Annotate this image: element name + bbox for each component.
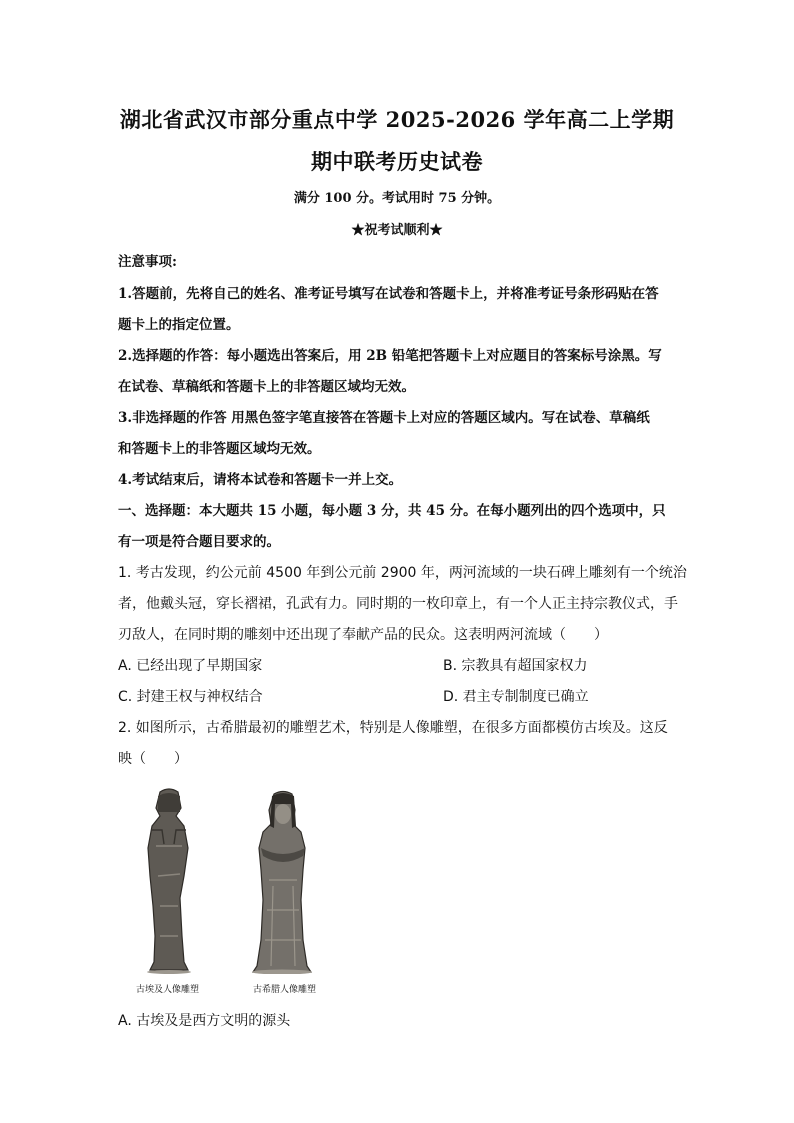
q2-option-a: A. 古埃及是西方文明的源头 xyxy=(118,1013,291,1029)
score-time-info: 满分 100 分。考试用时 75 分钟。 xyxy=(293,191,501,206)
q1-option-c: C. 封建王权与神权结合 xyxy=(118,689,263,705)
exam-title-line2: 期中联考历史试卷 xyxy=(311,149,483,174)
section1-line1: 一、选择题：本大题共 15 小题，每小题 3 分，共 45 分。在每小题列出的四个选项中，只 xyxy=(118,503,666,519)
notes-line-1: 1.答题前，先将自己的姓名、准考证号填写在试卷和答题卡上，并将准考证号条形码贴在答 xyxy=(118,286,659,302)
blessing-text: ★祝考试顺利★ xyxy=(351,223,443,238)
notes-heading: 注意事项: xyxy=(118,254,177,270)
notes-line-6: 和答题卡上的非答题区域均无效。 xyxy=(118,441,321,457)
q1-option-d: D. 君主专制制度已确立 xyxy=(443,689,589,705)
section1-line2: 有一项是符合题目要求的。 xyxy=(118,534,280,550)
notes-line-4: 在试卷、草稿纸和答题卡上的非答题区域均无效。 xyxy=(118,379,415,395)
q2-stem-line2: 映（ ） xyxy=(118,751,188,767)
caption-greek-statue: 古希腊人像雕塑 xyxy=(253,985,317,995)
notes-line-3: 2.选择题的作答：每小题选出答案后，用 2B 铅笔把答题卡上对应题目的答案标号涂黑。写 xyxy=(118,348,662,364)
notes-line-5: 3.非选择题的作答 用黑色签字笔直接答在答题卡上对应的答题区域内。写在试卷、草稿纸 xyxy=(118,410,650,426)
q1-option-a: A. 已经出现了早期国家 xyxy=(118,658,263,674)
caption-egyptian-statue: 古埃及人像雕塑 xyxy=(136,985,200,995)
q2-stem-line1: 2. 如图所示，古希腊最初的雕塑艺术，特别是人像雕塑，在很多方面都模仿古埃及。这反 xyxy=(118,720,668,736)
q1-stem-line3: 刃敌人，在同时期的雕刻中还出现了奉献产品的民众。这表明两河流域（ ） xyxy=(118,627,608,643)
notes-line-2: 题卡上的指定位置。 xyxy=(118,317,240,333)
exam-title-line1: 湖北省武汉市部分重点中学 2025-2026 学年高二上学期 xyxy=(119,107,675,132)
greek-statue-figure xyxy=(247,790,317,974)
q1-stem-line2: 者，他戴头冠，穿长褶裙，孔武有力。同时期的一枚印章上，有一个人正主持宗教仪式，手 xyxy=(118,596,678,612)
notes-line-7: 4.考试结束后，请将本试卷和答题卡一并上交。 xyxy=(118,472,403,488)
egyptian-statue-figure xyxy=(138,786,200,974)
q1-option-b: B. 宗教具有超国家权力 xyxy=(443,658,588,674)
q1-stem-line1: 1. 考古发现，约公元前 4500 年到公元前 2900 年，两河流域的一块石碑上雕刻有一个统治 xyxy=(118,565,687,581)
